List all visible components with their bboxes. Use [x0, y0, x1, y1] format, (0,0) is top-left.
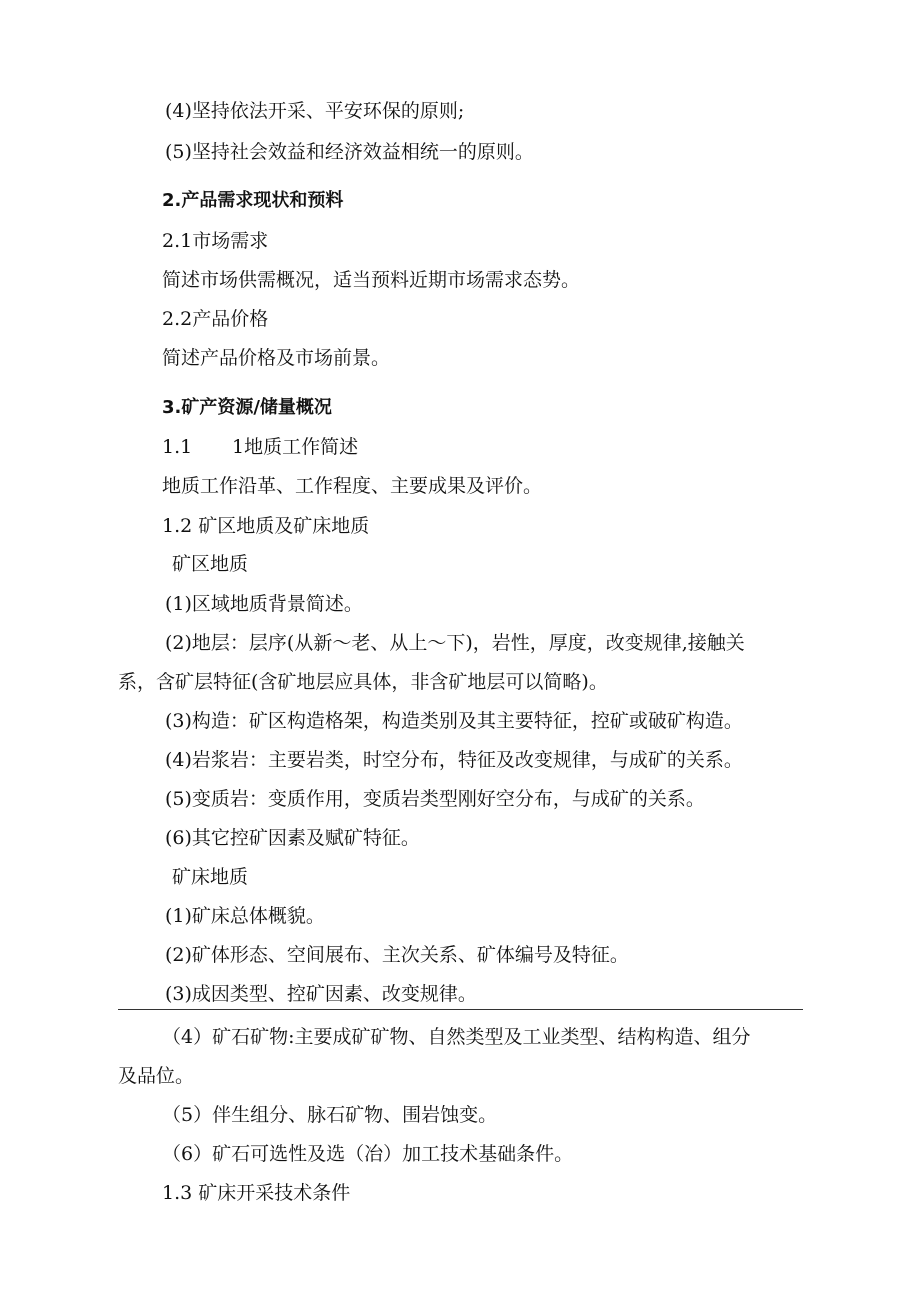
item-deposit-overview: (1)矿床总体概貌。 — [165, 905, 325, 927]
item-orebody-form: (2)矿体形态、空间展布、主次关系、矿体编号及特征。 — [165, 944, 629, 966]
section-heading-2: 2.产品需求现状和预料 — [162, 190, 344, 211]
item-magmatic-rock: (4)岩浆岩：主要岩类，时空分布，特征及改变规律，与成矿的关系。 — [165, 749, 743, 771]
item-other-factors: (6)其它控矿因素及赋矿特征。 — [165, 827, 420, 849]
subsection-heading-2-1: 2.1市场需求 — [162, 230, 269, 252]
item-strata-continued: 系，含矿层特征(含矿地层应具体，非含矿地层可以简略)。 — [118, 671, 608, 693]
subsection-heading-1-3: 1.3 矿床开采技术条件 — [162, 1182, 351, 1204]
subsection-title-1-1: 1地质工作简述 — [232, 436, 359, 458]
item-genetic-type: (3)成因类型、控矿因素、改变规律。 — [165, 983, 477, 1005]
principle-4: (4)坚持依法开采、平安环保的原则; — [165, 100, 465, 122]
item-strata: (2)地层：层序(从新～老、从上～下)，岩性，厚度，改变规律,接触关 — [165, 632, 745, 654]
subsection-number-1-1: 1.1 — [162, 436, 193, 458]
subsection-heading-1-2: 1.2 矿区地质及矿床地质 — [162, 515, 370, 537]
section-heading-3: 3.矿产资源/储量概况 — [162, 397, 332, 418]
paragraph-market-demand: 简述市场供需概况，适当预料近期市场需求态势。 — [162, 269, 581, 291]
label-deposit-geology: 矿床地质 — [172, 866, 249, 888]
item-metamorphic-rock: (5)变质岩：变质作用，变质岩类型刚好空分布，与成矿的关系。 — [165, 788, 705, 810]
item-ore-minerals-continued: 及品位。 — [118, 1065, 195, 1087]
item-ore-processability: （6）矿石可选性及选（冶）加工技术基础条件。 — [162, 1143, 574, 1165]
item-regional-geology: (1)区域地质背景简述。 — [165, 593, 363, 615]
label-mining-area-geology: 矿区地质 — [172, 553, 249, 575]
horizontal-divider — [118, 1009, 803, 1010]
item-associated-components: （5）伴生组分、脉石矿物、围岩蚀变。 — [162, 1104, 498, 1126]
item-ore-minerals: （4）矿石矿物:主要成矿矿物、自然类型及工业类型、结构构造、组分 — [162, 1026, 751, 1048]
subsection-heading-2-2: 2.2产品价格 — [162, 308, 269, 330]
item-structure: (3)构造：矿区构造格架，构造类别及其主要特征，控矿或破矿构造。 — [165, 710, 743, 732]
paragraph-product-price: 简述产品价格及市场前景。 — [162, 347, 391, 369]
principle-5: (5)坚持社会效益和经济效益相统一的原则。 — [165, 141, 534, 163]
paragraph-geology-work: 地质工作沿革、工作程度、主要成果及评价。 — [162, 475, 543, 497]
